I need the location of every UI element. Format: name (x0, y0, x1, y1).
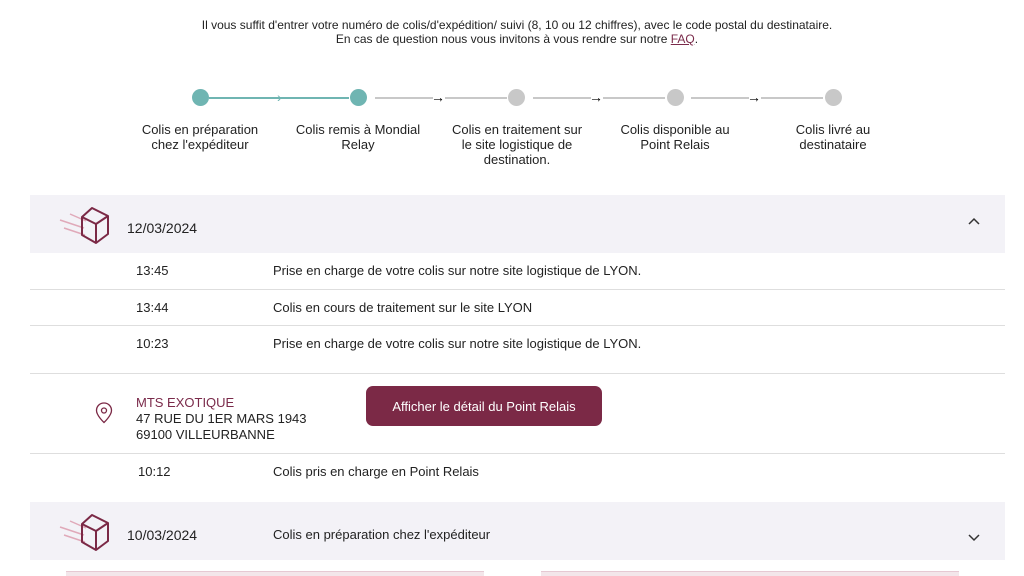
step-label-5: Colis livré au destinataire (795, 122, 871, 152)
day-header-1[interactable] (30, 195, 1005, 253)
row-divider (30, 453, 1005, 454)
intro-line-2-text: En cas de question nous vous invitons à vous rendre sur notre (335, 32, 671, 46)
step-dot-4 (667, 89, 684, 106)
event-time: 13:45 (136, 263, 169, 278)
package-icon (58, 206, 112, 246)
event-description: Prise en charge de votre colis sur notre site logistique de LYON. (273, 263, 642, 278)
day-summary: Colis en préparation chez l'expéditeur (273, 527, 491, 542)
step-dot-2 (350, 89, 367, 106)
row-divider (30, 325, 1005, 326)
event-description: Prise en charge de votre colis sur notre site logistique de LYON. (273, 336, 642, 351)
stepper-segment-5 (603, 97, 665, 99)
relay-name: MTS EXOTIQUE (136, 395, 235, 410)
row-divider (30, 289, 1005, 290)
arrow-right-icon: → (589, 89, 603, 105)
event-time: 10:23 (136, 336, 169, 351)
step-dot-3 (508, 89, 525, 106)
intro-text (0, 18, 1024, 46)
package-icon (58, 513, 112, 553)
relay-address: 47 RUE DU 1ER MARS 1943 (136, 411, 307, 426)
step-dot-1 (192, 89, 209, 106)
day-header-2[interactable] (30, 502, 1005, 560)
stepper-segment-3 (445, 97, 507, 99)
card-edge (66, 571, 484, 576)
event-time: 13:44 (136, 300, 169, 315)
location-pin-icon (95, 402, 113, 424)
stepper-segment-2 (375, 97, 433, 99)
card-edge (541, 571, 959, 576)
arrow-right-icon: → (431, 89, 445, 105)
relay-city: 69100 VILLEURBANNE (136, 427, 275, 442)
stepper-segment-7 (761, 97, 823, 99)
relay-details-button[interactable]: Afficher le détail du Point Relais (366, 386, 602, 426)
event-description: Colis pris en charge en Point Relais (273, 464, 479, 479)
intro-line-1: Il vous suffit d'entrer votre numéro de colis/d'expédition/ suivi (8, 10 ou 12 chiffres), avec le code postal du destinataire. (201, 18, 833, 32)
intro-line-2 (0, 32, 1024, 46)
chevron-right-icon: › (277, 89, 282, 105)
step-label-2: Colis remis à Mondial Relay (295, 122, 421, 152)
stepper-segment-6 (691, 97, 749, 99)
faq-link[interactable]: FAQ (670, 32, 695, 46)
event-time: 10:12 (138, 464, 171, 479)
step-label-3: Colis en traitement sur le site logistique de destination. (451, 122, 583, 167)
chevron-down-icon[interactable] (967, 530, 981, 544)
row-divider (30, 373, 1005, 374)
step-label-4: Colis disponible au Point Relais (620, 122, 730, 152)
day-date: 12/03/2024 (127, 220, 198, 236)
arrow-right-icon: → (747, 89, 761, 105)
step-label-1: Colis en préparation chez l'expéditeur (141, 122, 259, 152)
chevron-up-icon[interactable] (967, 215, 981, 229)
intro-line-2-end: . (694, 32, 699, 46)
stepper-segment-4 (533, 97, 591, 99)
day-date: 10/03/2024 (127, 527, 198, 543)
step-dot-5 (825, 89, 842, 106)
event-description: Colis en cours de traitement sur le site LYON (273, 300, 533, 315)
